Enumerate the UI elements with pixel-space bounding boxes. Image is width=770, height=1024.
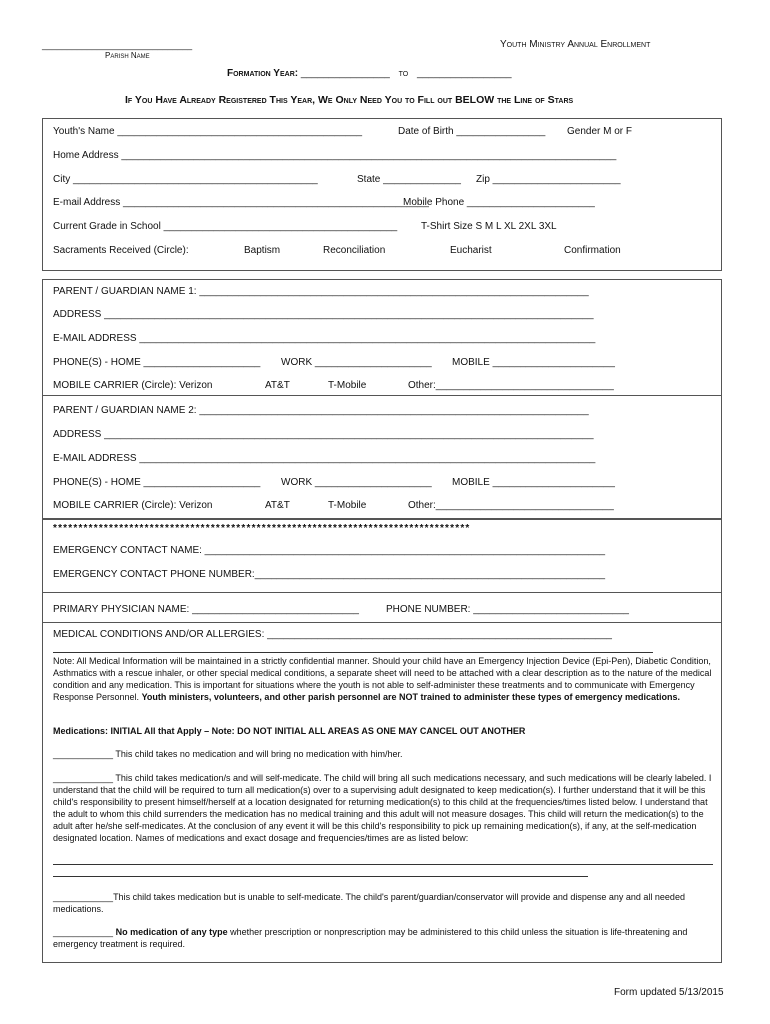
guardian1-mobile-phone-field[interactable]: MOBILE ______________________: [452, 357, 615, 368]
city-field[interactable]: City ____________________________________________: [53, 174, 318, 185]
physician-bottom-divider: [42, 622, 722, 623]
guardian2-mobile-phone-field[interactable]: MOBILE ______________________: [452, 477, 615, 488]
youth-mobile-field[interactable]: Mobile Phone _______________________: [403, 197, 595, 208]
medications-heading: Medications: INITIAL All that Apply – Note: DO NOT INITIAL ALL AREAS AS ONE MAY CANCEL OUT ANOTHER: [53, 726, 526, 736]
guardian1-work-phone-field[interactable]: WORK _____________________: [281, 357, 432, 368]
guardian2-carrier-verizon[interactable]: MOBILE CARRIER (Circle): Verizon: [53, 500, 213, 511]
no-medication-bold: No medication of any type: [115, 927, 228, 937]
medical-note-text: Note: All Medical Information will be maintained in a strictly confidential manner. Should your child have an Emergency Injection Device (Epi-Pen), Diabetic Condition, Asthmatics with a rescue inhaler, or other special medical conditions, a separate sheet will need to be attached with a clear description as to the nature of the medical condition and any medication. This is important for situations where the youth is not able to self-administer these treatments and to communicate with Emergency Response Personnel.: [53, 656, 712, 702]
medication-option-none[interactable]: ____________ This child takes no medication and will bring no medication with him/her.: [53, 749, 403, 759]
medication-option-parent-dispense[interactable]: ____________This child takes medication but is unable to self-medicate. The child's parent/guardian/conservator will provide and dispense any and all needed medications.: [53, 892, 685, 914]
to-label: to: [398, 68, 409, 79]
home-address-field[interactable]: Home Address _________________________________________________________________________________________: [53, 150, 617, 161]
guardian2-address-field[interactable]: ADDRESS ________________________________________________________________________________________: [53, 429, 594, 440]
guardian2-carrier-other-field[interactable]: Other:________________________________: [408, 500, 614, 511]
form-updated-date: Form updated 5/13/2015: [614, 987, 724, 998]
guardian1-email-field[interactable]: E-MAIL ADDRESS __________________________________________________________________________________: [53, 333, 596, 344]
physician-phone-field[interactable]: PHONE NUMBER: ____________________________: [386, 604, 629, 615]
stars-divider: **********************************************************************************: [53, 523, 471, 534]
formation-year-end-field[interactable]: _________________: [417, 68, 512, 79]
grade-field[interactable]: Current Grade in School __________________________________________: [53, 221, 398, 232]
instruction-heading: If You Have Already Registered This Year, We Only Need You to Fill out BELOW the Line of Stars: [125, 94, 574, 106]
date-of-birth-field[interactable]: Date of Birth ________________: [398, 126, 546, 137]
guardian1-address-field[interactable]: ADDRESS ________________________________________________________________________________________: [53, 309, 594, 320]
gender-field[interactable]: Gender M or F: [567, 126, 633, 137]
guardian2-home-phone-field[interactable]: PHONE(S) - HOME _____________________: [53, 477, 261, 488]
formation-year-label: Formation Year:: [227, 68, 299, 79]
guardian2-email-field[interactable]: E-MAIL ADDRESS __________________________________________________________________________________: [53, 453, 596, 464]
parish-name-label: Parish Name: [105, 51, 150, 60]
emergency-contact-phone-field[interactable]: EMERGENCY CONTACT PHONE NUMBER:_______________________________________________________________: [53, 569, 606, 580]
sacrament-confirmation[interactable]: Confirmation: [564, 245, 621, 256]
guardian2-name-field[interactable]: PARENT / GUARDIAN NAME 2: ______________________________________________________________________: [53, 405, 589, 416]
guardian2-carrier-att[interactable]: AT&T: [265, 500, 290, 511]
formation-year-start-field[interactable]: ________________: [300, 68, 390, 79]
tshirt-size-field[interactable]: T-Shirt Size S M L XL 2XL 3XL: [421, 221, 557, 232]
medical-conditions-line[interactable]: [53, 652, 653, 653]
guardian1-home-phone-field[interactable]: PHONE(S) - HOME _____________________: [53, 357, 261, 368]
guardian1-carrier-other-field[interactable]: Other:________________________________: [408, 380, 614, 391]
medication-list-line-2[interactable]: [53, 876, 588, 877]
medication-option-self-medicate[interactable]: ____________ This child takes medication/s and will self-medicate. The child will bring all such medications necessary, and such medications will be clearly labeled. I understand that the child will be required to turn all medication(s) over to a supervising adult designated to keep medication(s). I further understand that it will be this child's responsibility to present himself/herself at a location designated for returning medication(s) to this child at the frequencies/times listed below. I understand that the adult to whom this child surrenders the medication has no medical training and this adult will not measure dosages. This child will return the medication(s) to the adult after he/she self-medicates. At the conclusion of any event it will be this child's responsibility to pick up remaining medication(s), if any, at the self-medication designated location. Names of medications and exact dosage and frequencies/times are as listed below:: [53, 773, 712, 843]
state-field[interactable]: State ______________: [357, 174, 461, 185]
physician-name-field[interactable]: PRIMARY PHYSICIAN NAME: ______________________________: [53, 604, 359, 615]
guardian2-work-phone-field[interactable]: WORK _____________________: [281, 477, 432, 488]
no-medication-text: whether prescription or nonprescription may be administered to this child unless the situation is life-threatening and emergency treatment is required.: [53, 927, 688, 949]
parish-name-line[interactable]: ______________________________: [42, 40, 193, 50]
sacrament-baptism[interactable]: Baptism: [244, 245, 281, 256]
sacrament-reconciliation[interactable]: Reconciliation: [323, 245, 386, 256]
guardian1-carrier-tmobile[interactable]: T-Mobile: [328, 380, 367, 391]
guardian1-carrier-verizon[interactable]: MOBILE CARRIER (Circle): Verizon: [53, 380, 213, 391]
no-medication-initial-field[interactable]: ____________: [53, 927, 114, 937]
guardian2-carrier-tmobile[interactable]: T-Mobile: [328, 500, 367, 511]
form-title: Youth Ministry Annual Enrollment: [500, 39, 651, 50]
medical-conditions-field[interactable]: MEDICAL CONDITIONS AND/OR ALLERGIES: ______________________________________________________________: [53, 629, 612, 640]
physician-top-divider: [42, 592, 722, 593]
medical-note: [53, 655, 715, 703]
sacrament-eucharist[interactable]: Eucharist: [450, 245, 492, 256]
medication-option-no-medication[interactable]: [53, 926, 715, 950]
sacraments-label: Sacraments Received (Circle):: [53, 245, 189, 256]
guardian1-name-field[interactable]: PARENT / GUARDIAN NAME 1: ______________________________________________________________________: [53, 286, 589, 297]
emergency-contact-name-field[interactable]: EMERGENCY CONTACT NAME: ________________________________________________________________________: [53, 545, 606, 556]
medication-list-line-1[interactable]: [53, 864, 713, 865]
youth-email-field[interactable]: E-mail Address _______________________________________________________: [53, 197, 429, 208]
guardian-divider: [42, 395, 722, 396]
zip-field[interactable]: Zip _______________________: [476, 174, 621, 185]
medical-note-warning: Youth ministers, volunteers, and other parish personnel are NOT trained to administer these types of emergency medications.: [141, 692, 681, 702]
guardian1-carrier-att[interactable]: AT&T: [265, 380, 290, 391]
youth-name-field[interactable]: Youth's Name ____________________________________________: [53, 126, 363, 137]
